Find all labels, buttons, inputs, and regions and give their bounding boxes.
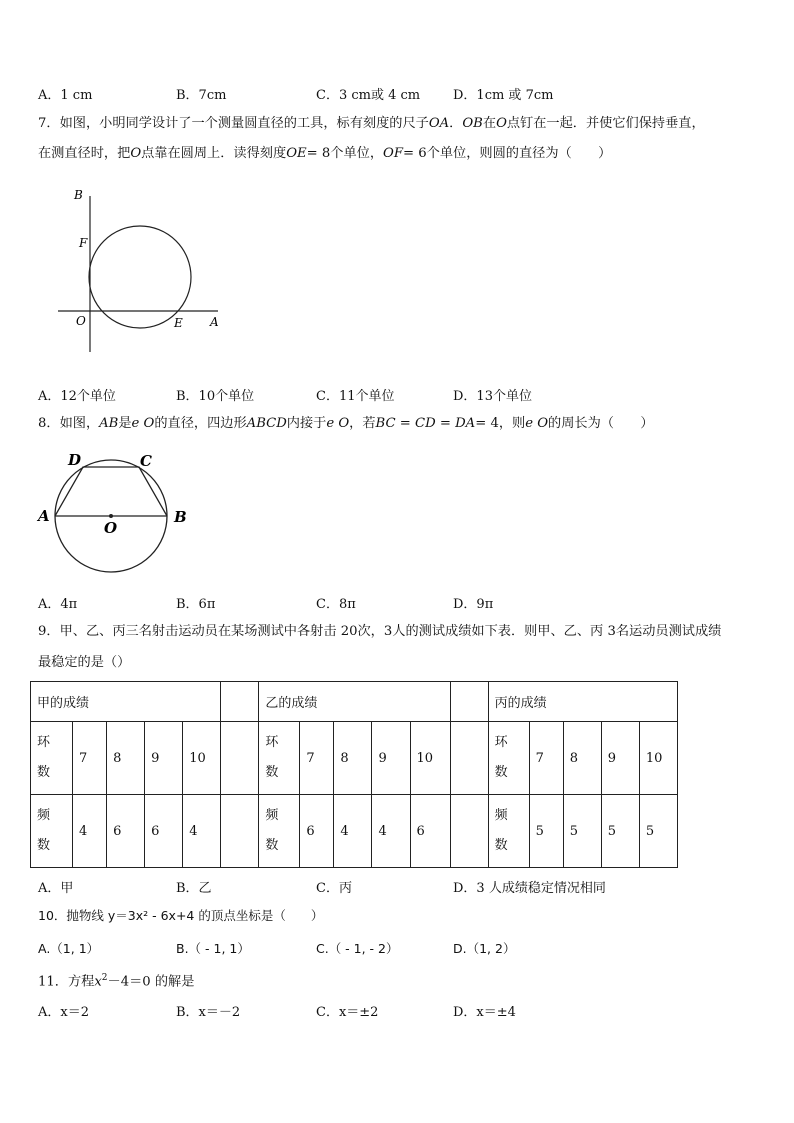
q7-text: ． bbox=[449, 116, 463, 131]
q8-var-abcd: ABCD bbox=[246, 416, 287, 431]
ring-label-1: 环 bbox=[37, 735, 51, 750]
freq-label-cell bbox=[31, 795, 73, 868]
table-cell: 5 bbox=[563, 795, 601, 868]
freq-label-1: 频 bbox=[37, 808, 51, 823]
q7-option-b: B．10个单位 bbox=[176, 389, 255, 404]
q8-label-c: C bbox=[140, 452, 152, 470]
table-cell: 7 bbox=[529, 722, 563, 795]
freq-label-1: 频 bbox=[494, 808, 508, 823]
spacer-cell bbox=[221, 682, 259, 722]
q9-option-d: D．3 人成绩稳定情况相同 bbox=[453, 881, 606, 896]
q7-text: = 6个单位，则圆的直径为（ ） bbox=[403, 146, 612, 161]
q6-option-d: D．1cm 或 7cm bbox=[453, 88, 554, 103]
q8-label-d: D bbox=[68, 451, 82, 469]
q7-text: = 8个单位， bbox=[306, 146, 384, 161]
q8-label-a: A bbox=[38, 507, 50, 525]
q7-option-c: C．11个单位 bbox=[316, 389, 395, 404]
q10-stem: 10．抛物线 y＝3x² - 6x+4 的顶点坐标是（ ） bbox=[38, 908, 324, 923]
header-yi: 乙的成绩 bbox=[259, 682, 450, 722]
q8-chords bbox=[55, 467, 167, 516]
table-row-header bbox=[31, 682, 678, 722]
table-cell: 9 bbox=[145, 722, 183, 795]
q7-label-f: F bbox=[79, 236, 88, 250]
q7-option-a: A．12个单位 bbox=[38, 389, 116, 404]
q9-option-c: C．丙 bbox=[316, 881, 352, 896]
ring-label-cell bbox=[488, 722, 529, 795]
table-cell: 8 bbox=[107, 722, 145, 795]
q7-line-1 bbox=[38, 116, 705, 132]
table-cell: 6 bbox=[107, 795, 145, 868]
q8-text: 内接于 bbox=[286, 416, 327, 431]
q7-var-of: OF bbox=[383, 146, 403, 161]
q7-label-b: B bbox=[74, 188, 83, 202]
q11-stem bbox=[38, 970, 194, 990]
q7-option-d: D．13个单位 bbox=[453, 389, 532, 404]
q10-option-b: B.（ - 1, 1） bbox=[176, 941, 250, 956]
q11-option-d: D．x＝±4 bbox=[453, 1005, 516, 1020]
q9-score-table bbox=[30, 681, 678, 868]
q8-option-d: D．9π bbox=[453, 597, 494, 612]
table-cell: 7 bbox=[73, 722, 107, 795]
q8-option-a: A．4π bbox=[38, 597, 78, 612]
q7-var-oe: OE bbox=[286, 146, 307, 161]
table-cell: 4 bbox=[73, 795, 107, 868]
q8-circle-symbol: e O bbox=[525, 416, 549, 431]
q7-text: 点钉在一起．并使它们保持垂直， bbox=[506, 116, 705, 131]
q8-label-b: B bbox=[174, 508, 187, 526]
table-cell: 9 bbox=[601, 722, 639, 795]
q7-text: 在测直径时，把 bbox=[38, 146, 131, 161]
spacer-cell bbox=[450, 682, 488, 722]
freq-label-cell bbox=[259, 795, 300, 868]
q8-text: = 4，则 bbox=[475, 416, 526, 431]
q6-option-c: C．3 cm或 4 cm bbox=[316, 88, 421, 103]
table-cell: 5 bbox=[601, 795, 639, 868]
spacer-cell bbox=[221, 722, 259, 795]
q8-figure bbox=[34, 446, 194, 586]
q8-text: 是 bbox=[118, 416, 132, 431]
header-jia: 甲的成绩 bbox=[31, 682, 221, 722]
table-cell: 7 bbox=[300, 722, 334, 795]
q10-option-d: D.（1, 2） bbox=[453, 941, 516, 956]
q7-var-o: O bbox=[130, 146, 142, 161]
q11-exponent: 2 bbox=[101, 973, 108, 983]
table-cell: 4 bbox=[334, 795, 372, 868]
q7-label-e: E bbox=[174, 316, 183, 330]
q8-stem bbox=[38, 416, 654, 432]
table-cell: 10 bbox=[410, 722, 450, 795]
ring-label-2: 数 bbox=[37, 765, 51, 780]
q8-var-ab: AB bbox=[99, 416, 119, 431]
q11-var-x: x bbox=[94, 974, 102, 990]
freq-label-cell bbox=[488, 795, 529, 868]
q9-stem-line-1: 9．甲、乙、丙三名射击运动员在某场测试中各射击 20次，3人的测试成绩如下表．则甲、乙、丙 3名运动员测试成绩 bbox=[38, 624, 722, 639]
q7-label-a: A bbox=[210, 315, 219, 329]
q11-option-b: B．x＝－2 bbox=[176, 1005, 241, 1020]
q7-text: 在 bbox=[482, 116, 497, 131]
ring-label-cell bbox=[259, 722, 300, 795]
q7-figure bbox=[50, 182, 230, 358]
table-cell: 10 bbox=[183, 722, 221, 795]
q10-option-c: C.（ - 1, - 2） bbox=[316, 941, 399, 956]
table-cell: 6 bbox=[410, 795, 450, 868]
freq-label-1: 频 bbox=[265, 808, 279, 823]
q7-var-o: O bbox=[496, 116, 507, 131]
freq-label-2: 数 bbox=[265, 838, 279, 853]
table-cell: 6 bbox=[145, 795, 183, 868]
q8-option-b: B．6π bbox=[176, 597, 216, 612]
table-cell: 9 bbox=[372, 722, 410, 795]
table-cell: 4 bbox=[183, 795, 221, 868]
q7-label-o: O bbox=[76, 314, 86, 328]
spacer-cell bbox=[450, 795, 488, 868]
q11-text: 11．方程 bbox=[38, 974, 95, 990]
q6-option-b: B．7cm bbox=[176, 88, 227, 103]
ring-label-1: 环 bbox=[265, 735, 279, 750]
q7-var-ob: OB bbox=[462, 116, 483, 131]
table-cell: 10 bbox=[639, 722, 677, 795]
ring-label-cell bbox=[31, 722, 73, 795]
ring-label-1: 环 bbox=[494, 735, 508, 750]
q8-circle-symbol: e O bbox=[326, 416, 350, 431]
q8-circle-symbol: e O bbox=[131, 416, 155, 431]
q7-line-2 bbox=[38, 146, 611, 162]
spacer-cell bbox=[450, 722, 488, 795]
ring-label-2: 数 bbox=[265, 765, 279, 780]
spacer-cell bbox=[221, 795, 259, 868]
q8-text: ，若 bbox=[349, 416, 376, 431]
table-row-frequency bbox=[31, 795, 678, 868]
ring-label-2: 数 bbox=[494, 765, 508, 780]
q9-stem-line-2: 最稳定的是（） bbox=[38, 655, 131, 670]
q11-option-c: C．x＝±2 bbox=[316, 1005, 379, 1020]
table-cell: 8 bbox=[334, 722, 372, 795]
q6-option-a: A．1 cm bbox=[38, 88, 93, 103]
q9-option-a: A．甲 bbox=[38, 881, 74, 896]
q11-text: －4＝0 的解是 bbox=[107, 974, 195, 990]
q8-text: 的周长为（ ） bbox=[548, 416, 654, 431]
q8-text: 8．如图， bbox=[38, 416, 100, 431]
q7-var-oa: OA bbox=[428, 116, 450, 131]
q11-option-a: A．x＝2 bbox=[38, 1005, 89, 1020]
q7-circle bbox=[89, 226, 191, 328]
q7-text: 7．如图，小明同学设计了一个测量圆直径的工具，标有刻度的尺子 bbox=[38, 116, 429, 131]
q8-option-c: C．8π bbox=[316, 597, 356, 612]
table-row-rings bbox=[31, 722, 678, 795]
table-cell: 5 bbox=[639, 795, 677, 868]
table-cell: 5 bbox=[529, 795, 563, 868]
q9-option-b: B．乙 bbox=[176, 881, 212, 896]
header-bing: 丙的成绩 bbox=[488, 682, 677, 722]
table-cell: 6 bbox=[300, 795, 334, 868]
q8-center-dot bbox=[109, 514, 113, 518]
freq-label-2: 数 bbox=[37, 838, 51, 853]
q7-text: 点靠在圆周上．读得刻度 bbox=[141, 146, 287, 161]
freq-label-2: 数 bbox=[494, 838, 508, 853]
q10-option-a: A.（1, 1） bbox=[38, 941, 100, 956]
q8-equation: BC = CD = DA bbox=[375, 416, 476, 431]
q8-text: 的直径，四边形 bbox=[154, 416, 247, 431]
table-cell: 4 bbox=[372, 795, 410, 868]
table-cell: 8 bbox=[563, 722, 601, 795]
q8-label-o: O bbox=[104, 519, 118, 537]
